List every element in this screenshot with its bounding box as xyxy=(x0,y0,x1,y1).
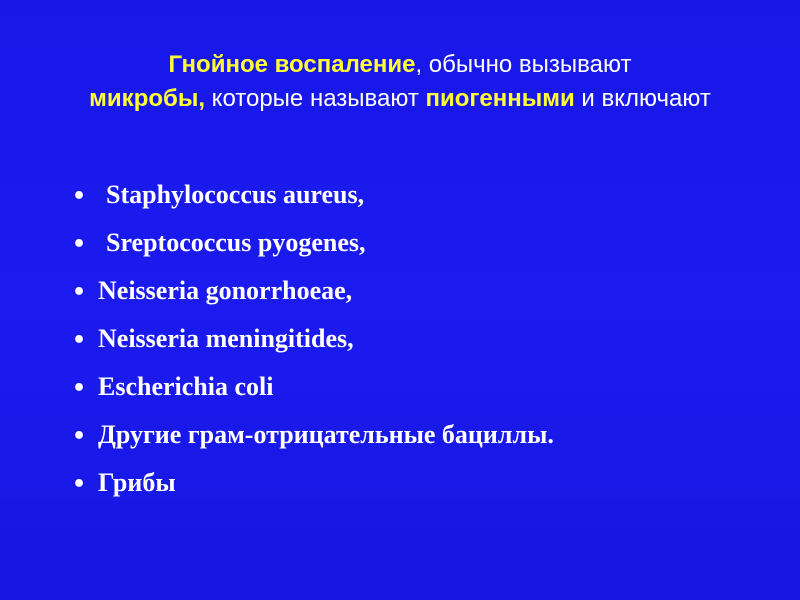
bullet-marker: • xyxy=(72,184,87,209)
list-item xyxy=(72,276,772,324)
bullet-marker: • xyxy=(72,328,87,353)
title-text-and-include: и включают xyxy=(574,85,711,112)
bullet-marker: • xyxy=(72,472,87,497)
list-item-text: Neisseria gonorrhoeae, xyxy=(98,276,353,305)
list-item xyxy=(72,420,772,468)
title-text-which-are-called: которые называют xyxy=(205,85,426,112)
title-highlight-suppurative-inflammation: Гнойное воспаление xyxy=(168,51,416,78)
list-item xyxy=(72,228,772,276)
bullet-marker: • xyxy=(72,424,87,449)
title-highlight-microbes: микробы, xyxy=(89,85,205,112)
bullet-marker: • xyxy=(72,280,87,305)
bullet-marker: • xyxy=(72,232,87,257)
list-item-text: Грибы xyxy=(98,468,176,497)
list-item xyxy=(72,372,772,420)
slide-title xyxy=(60,48,740,116)
list-item xyxy=(72,468,772,516)
list-item-text: Staphylococcus aureus, xyxy=(106,180,365,209)
bullet-list xyxy=(72,180,772,516)
list-item-text: Другие грам-отрицательные бациллы. xyxy=(98,420,554,449)
list-item-text: Neisseria meningitides, xyxy=(98,324,354,353)
bullet-marker: • xyxy=(72,376,87,401)
title-text-usually-caused: , обычно вызывают xyxy=(415,51,632,78)
title-highlight-pyogenic: пиогенными xyxy=(425,85,575,112)
list-item-text: Sreptococcus pyogenes, xyxy=(106,228,366,257)
list-item-text: Escherichia coli xyxy=(98,372,274,401)
list-item xyxy=(72,324,772,372)
list-item xyxy=(72,180,772,228)
